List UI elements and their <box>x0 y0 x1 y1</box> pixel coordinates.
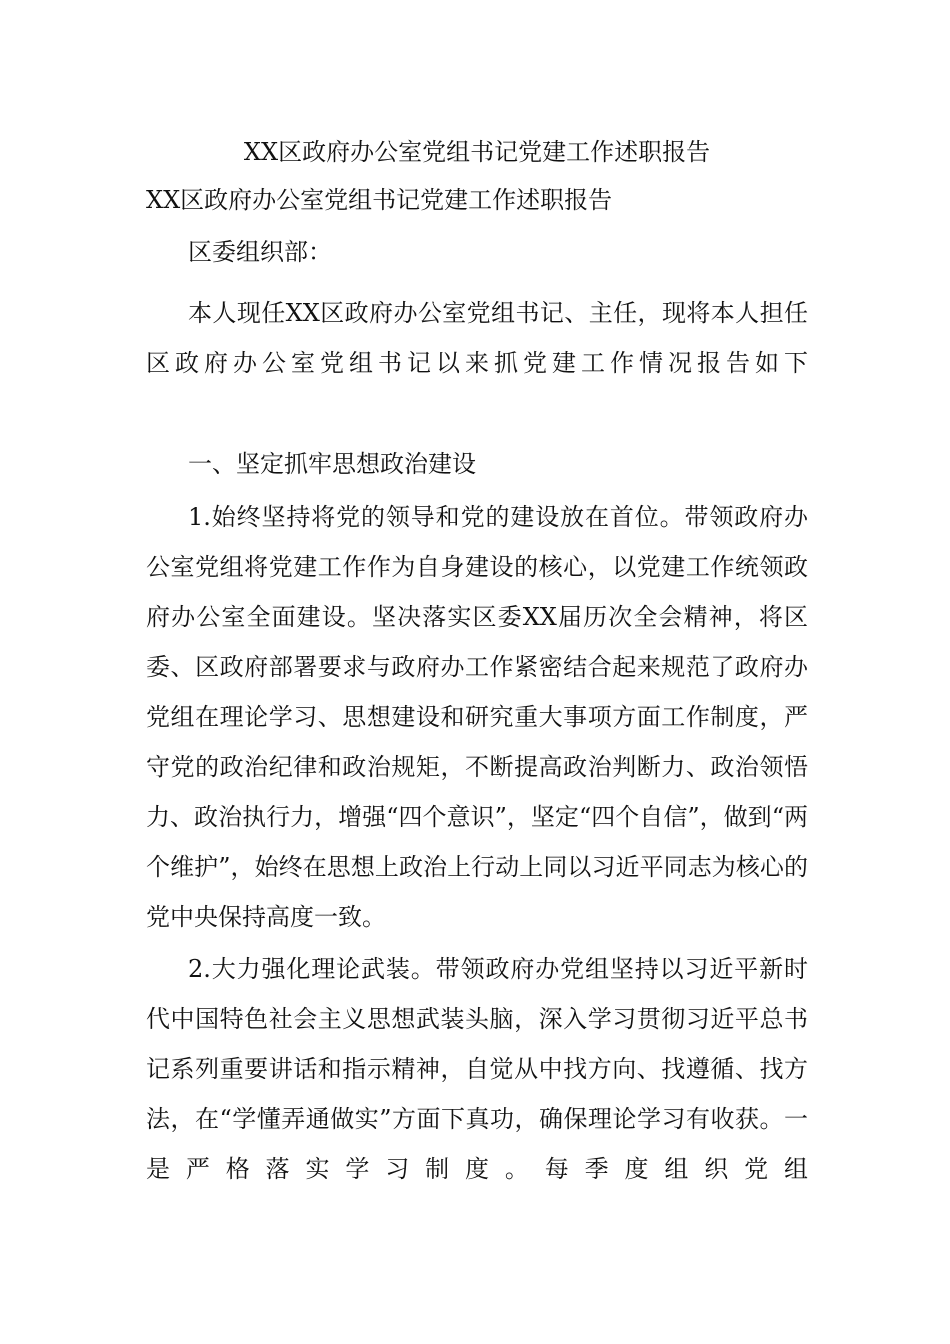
document-body <box>146 132 808 1194</box>
document-subtitle: XX区政府办公室党组书记党建工作述职报告 <box>146 186 613 214</box>
section-heading: 一、坚定抓牢思想政治建设 <box>188 450 476 478</box>
document-title: XX区政府办公室党组书记党建工作述职报告 <box>243 138 711 166</box>
body-paragraph-1: 1.始终坚持将党的领导和党的建设放在首位。带领政府办公室党组将党建工作作为自身建设的核心，以党建工作统领政府办公室全面建设。坚决落实区委XX届历次全会精神，将区委、区政府部署要求与政府办工作紧密结合起来规范了政府办党组在理论学习、思想建设和研究重大事项方面工作制度，严守党的政治纪律和政治规矩，不断提高政治判断力、政治领悟力、政治执行力，增强“四个意识”，坚定“四个自信”，做到“两个维护”，始终在思想上政治上行动上同以习近平同志为核心的党中央保持高度一致。 <box>146 503 808 931</box>
body-paragraph-2: 2.大力强化理论武装。带领政府办党组坚持以习近平新时代中国特色社会主义思想武装头脑，深入学习贯彻习近平总书记系列重要讲话和指示精神，自觉从中找方向、找遵循、找方法，在“学懂弄通做实”方面下真功，确保理论学习有收获。一是严格落实学习制度。每季度组织党组 <box>146 955 808 1183</box>
salutation: 区委组织部： <box>188 238 332 266</box>
intro-paragraph: 本人现任XX区政府办公室党组书记、主任，现将本人担任区政府办公室党组书记以来抓党建工作情况报告如下 <box>146 299 808 377</box>
